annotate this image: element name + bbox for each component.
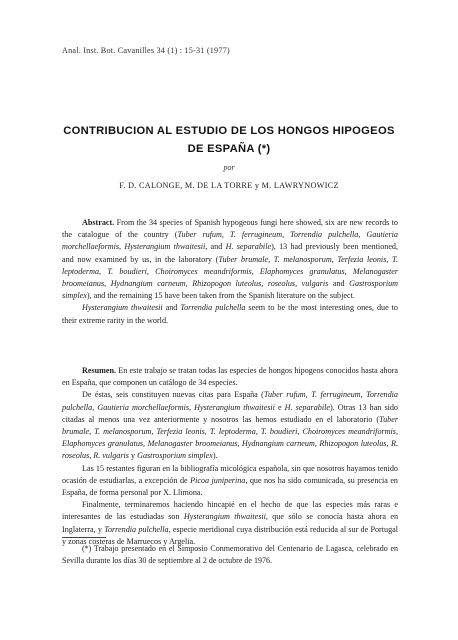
resumen-examined-last: Gastrosporium simplex: [137, 451, 213, 461]
footnote: (*) Trabajo presentado en el Simposio Conmemorativo del Centenario de Lagasca, celebrado en Sevilla durante los días 30 de septiembre al 2 de octubre de 1976.: [62, 544, 398, 566]
new-records-last: H. separabile: [225, 242, 272, 252]
resumen-p3-a: Las 15 restantes figuran en la bibliografía micológica española, sin que nosotros hayamos tenido ocasión de estudiarlas, a excepción de: [62, 463, 398, 485]
resumen-p2-y2: y: [128, 451, 138, 461]
title-line-1: CONTRIBUCION AL ESTUDIO DE LOS HONGOS HIPOGEOS: [63, 125, 395, 137]
resumen-paragraph-4: [62, 499, 398, 548]
abstract-text-b: ), 13 had previously been mentioned, and now examined by us, in the laboratory (: [62, 242, 399, 264]
abstract-text-c: ), and the remaining 15 have been taken from the Spanish literature on the subject.: [86, 291, 355, 301]
resumen-p1: En este trabajo se tratan todas las especies de hongos hipogeos conocidos hasta ahora en España, que componen un catálogo de 34 especies.: [62, 366, 398, 388]
authors: F. D. CALONGE, M. DE LA TORRE y M. LAWRYNOWICZ: [119, 181, 339, 190]
resumen-label: Resumen.: [82, 366, 117, 375]
paper-title: [30, 122, 428, 158]
abstract-section: [62, 217, 398, 327]
journal-citation: Anal. Inst. Bot. Cavanilles 34 (1) : 15-31 (1977): [62, 46, 230, 55]
resumen-p2-b: ). Otras 13 han sido citadas al menos una vez anteriormente y nosotros las hemos estudiado en el laboratorio (: [62, 402, 398, 424]
resumen-p2-c: ).: [212, 451, 218, 461]
title-line-2: DE ESPAÑA (*): [187, 143, 271, 155]
resumen-new-species: Tuber rufum, T. ferrugineum, Torrendia pulchella, Gautieria morchellaeformis, Hysterangium thwaitesii: [62, 390, 398, 412]
abstract-label: Abstract.: [82, 218, 115, 227]
resumen-p4-c: , especie meridional cuya distribución está reducida al sur de Portugal y zonas costeras de Marruecos y Argelia.: [62, 524, 399, 546]
resumen-examined-species: Tuber brumale, T. melanosporum, Terfezia leonis, T. leptoderma, T. boudieri, Choiromyces meandriformis, Elaphomyces granulatus, Melanogaster broomeianus, Hydnangium carneum, Rhizopogon luteolus, R. roseolus, R. vulgaris: [62, 414, 398, 461]
resumen-paragraph-3: [62, 463, 398, 500]
resumen-p3-b: , que nos ha sido comunicada, su presencia en España, de forma personal por X. Llimona.: [62, 475, 398, 498]
abstract-and-3: and: [162, 303, 181, 313]
resumen-p2-a: De éstas, seis constituyen nuevas citas para España (: [82, 390, 264, 400]
resumen-p2-y: e: [274, 402, 285, 412]
new-records-species: Tuber rufum, T. ferrugineum, Torrendia pulchella, Gautieria morchellaeformis, Hysterangium thwaitesii,: [62, 230, 398, 252]
resumen-p4-species-2: Torrendia pulchella: [104, 524, 169, 534]
footnote-divider: [62, 537, 106, 538]
examined-last: Gastrosporium simplex: [62, 279, 399, 301]
resumen-paragraph-1: [62, 365, 398, 389]
resumen-p4-species-1: Hysterangium thwaitesii: [183, 512, 266, 522]
byline-por: por: [223, 163, 235, 172]
abstract-text-a: From the 34 species of Spanish hypogeous fungi here showed, six are new records to the catalogue of the country (: [62, 218, 398, 240]
resumen-paragraph-2: [62, 389, 398, 462]
abstract-and-2: and: [328, 279, 350, 289]
abstract-and-1: and: [207, 242, 226, 252]
resumen-p4-b: , que sólo se conocía hasta ahora en Inglaterra, y: [62, 512, 399, 534]
resumen-p3-species: Picoa juniperina: [190, 475, 246, 485]
examined-species: Tuber brumale, T. melanosporum, Terfezia leonis, T. leptoderma, T. boudieri, Choiromyces meandriformis, Elaphomyces granulatus, Melanogaster broomeianus, Hydnangium carneum, Rhizopogon luteolus, roseolus, vulgaris: [62, 254, 398, 289]
abstract-paragraph-2: [62, 302, 398, 326]
abstract-p2-rest: seem to be the most interesting ones, due to their extreme rarity in the world.: [62, 303, 398, 325]
abstract-species-b: Torrendia pulchella: [180, 303, 246, 313]
resumen-p4-a: Finalmente, terminaremos haciendo hincapié en el hecho de que las especies más raras e interesantes de las estudiadas son: [62, 500, 398, 522]
resumen-new-last: H. separabile: [284, 402, 330, 412]
abstract-paragraph-1: [62, 217, 398, 302]
abstract-species-a: Hysterangium thwaitesii: [82, 303, 163, 313]
resumen-section: [62, 365, 398, 548]
